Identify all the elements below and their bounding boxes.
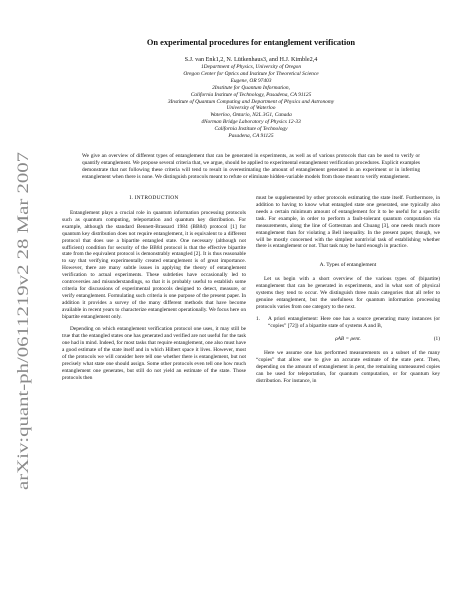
affiliation-line: 4Norman Bridge Laboratory of Physics 12-33	[201, 119, 301, 126]
equation	[256, 336, 440, 343]
paper-title: On experimental procedures for entanglement verification	[146, 38, 356, 47]
affiliation-line: California Institute of Technology, Pasadena, CA 91125	[190, 91, 312, 98]
arxiv-identifier-stamp	[8, 150, 36, 490]
paper-page	[62, 38, 440, 390]
section-heading-introduction: I. INTRODUCTION	[129, 194, 179, 201]
abstract: We give an overview of different types of entanglement that can be generated in experiments, as well as of various protocols that can be used to verify or quantify entanglement. We propose several criteria that, we argue, should be applied to experimental entanglement verification procedures. Explicit examples demonstrate that not following these criteria will tend to result in overestimating the amount of entanglement generated in an experiment or in inferring entanglement when there is none. We distinguish protocols meant to refute or eliminate hidden-variable models from those meant to verify entanglement.	[82, 152, 420, 180]
list-text: A priori entanglement: Here one has a source generating many instances (or “copies” [72]) of a bipartite state of systems A and B,	[268, 316, 440, 330]
affiliation-line: Pasadena, CA 91125	[228, 133, 274, 140]
right-column	[256, 195, 440, 390]
paragraph: Entanglement plays a crucial role in quantum information processing protocols such as quantum computing, teleportation and quantum key distribution. For example, although the standard Bennett-Brassard 1984 (BB84) protocol [1] for quantum key distribution does not require entanglement, it is equivalent to a different protocol that does use a bipartite entangled state. One necessary (although not sufficient) condition for security of the BB84 protocol is that the effective bipartite state from the equivalent protocol is demonstrably entangled [2]. It is thus reasonable to say that verifying experimentally created entanglement is of great importance. However, there are many subtle issues in applying the theory of entanglement verification to actual experiments. These subtleties have occasionally led to controversies and misunderstandings, so that it is probably useful to establish some criteria for discussions of experimental protocols designed to detect, measure, or verify entanglement. Formulating such criteria is one purpose of the present paper. In addition it provides a survey of the many different methods that have become available in recent years to characterize entanglement operationally. We focus here on bipartite entanglement only.	[62, 209, 246, 321]
affiliation-line: Eugene, OR 97403	[230, 77, 272, 84]
left-column	[62, 195, 246, 390]
paragraph-continued: must be supplemented by other protocols estimating the state itself. Furthermore, in addition to having to know what entangled state one generated, one typically also needs a certain minimum amount of entanglement for it to be useful for a specific task. For example, in order to perform a fault-tolerant quantum computation via measurements, along the line of Gottesman and Chuang [3], one needs much more entanglement than for violating a Bell inequality. In the present paper, though, we will be mostly concerned with the simplest nontrivial task of establishing whether there is entanglement or not. That task may be hard enough in practice.	[256, 194, 440, 250]
equation-number: (1)	[433, 336, 440, 343]
list-item	[256, 316, 440, 330]
affiliation-line: 1Department of Physics, University of Oregon	[200, 64, 302, 70]
paragraph: Let us begin with a short overview of the various types of (bipartite) entanglement that can be generated in experiments, and in what sort of physical systems they tend to occur. We distinguish three main categories that all refer to genuine entanglement, but the usefulness for quantum information processing protocols varies from one category to the next.	[256, 276, 440, 311]
paragraph: Here we assume one has performed measurements on a subset of the many “copies” that allow one to give an accurate estimate of the state ρent. Then, depending on the amount of entanglement in ρent, the remaining unmeasured copies can be used for teleportation, for quantum computation, or for quantum key distribution. For instance, in	[256, 349, 440, 384]
affiliation-line: California Institute of Technology	[214, 126, 288, 133]
affiliations	[62, 64, 440, 140]
affiliation-line: Oregon Center for Optics and Institute for Theoretical Science	[183, 70, 319, 77]
body-columns	[62, 195, 440, 390]
equation-body: ρAB = ρent.	[335, 336, 361, 343]
arxiv-identifier-text: arXiv:quant-ph/0611219v2 28 Mar 2007	[15, 237, 32, 490]
arxiv-identifier-svg	[8, 150, 36, 490]
subsection-heading: A. Types of entanglement	[319, 262, 377, 269]
list-number: 1.	[256, 316, 261, 323]
affiliation-line: Waterloo, Ontario, N2L 3G1, Canada	[210, 112, 292, 119]
paragraph: Depending on which entanglement verification protocol one uses, it may still be true that the entangled states one has generated and verified are not useful for the task one had in mind. Indeed, for most tasks that require entanglement, one also must have a good estimate of the state itself and in which Hilbert space it lives. However, most of the protocols we will consider here tell one whether there is entanglement, but not precisely what state one should assign. Some other protocols even tell one how much entanglement one generates, but still do not yield an estimate of the state. Those protocols then	[62, 325, 246, 381]
affiliation-line: 3Institute of Quantum Computing and Department of Physics and Astronomy	[167, 98, 335, 105]
affiliation-line: 2Institute for Quantum Information,	[212, 84, 290, 91]
author-list: S.J. van Enk1,2, N. Lütkenhaus3, and H.J. Kimble2,4	[184, 56, 318, 63]
affiliation-line: University of Waterloo	[226, 105, 276, 112]
